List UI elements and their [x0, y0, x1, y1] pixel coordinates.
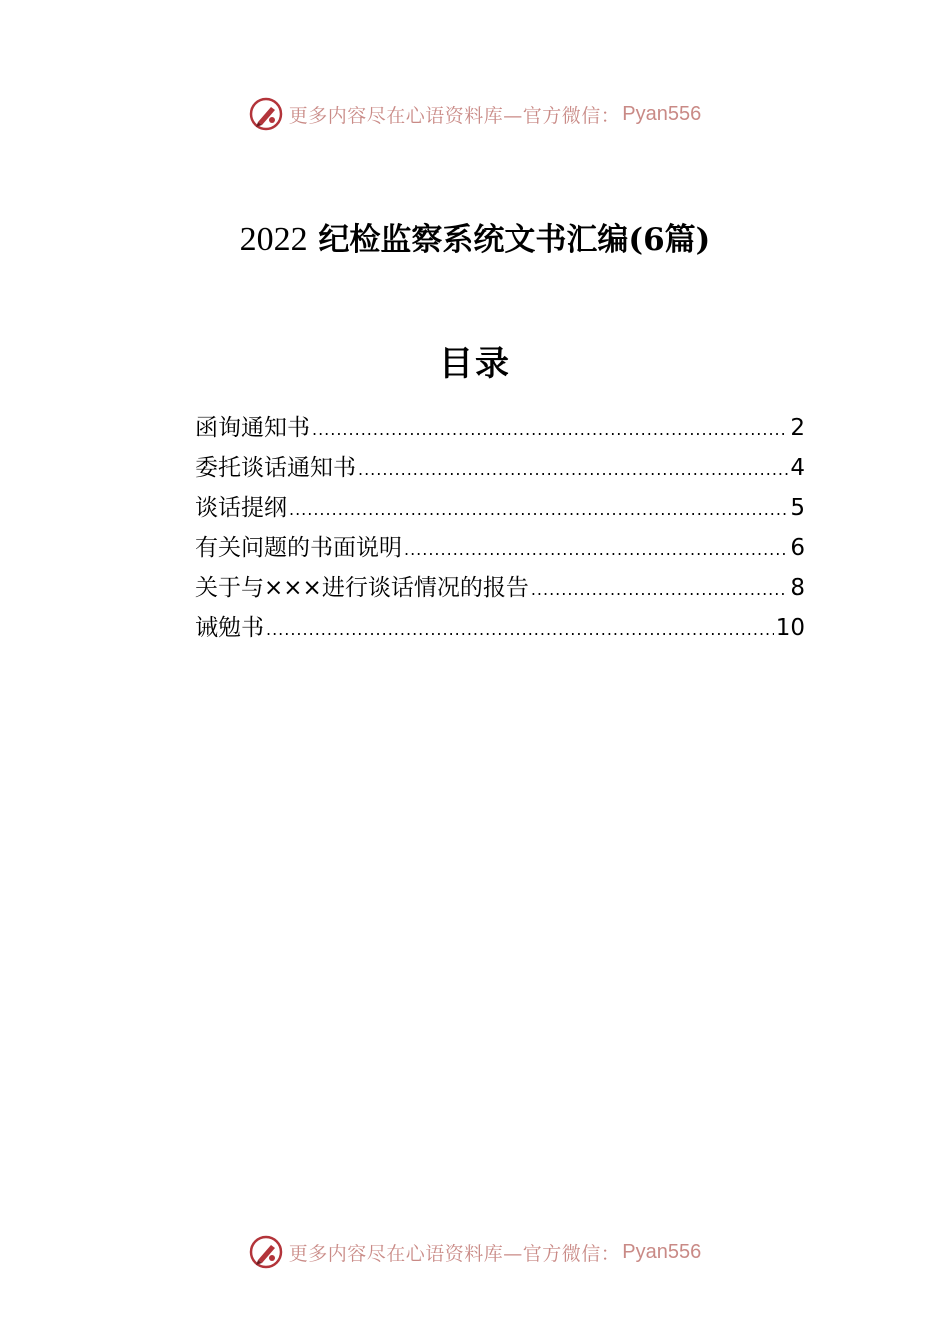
toc-entry-label: 诫勉书 — [195, 615, 264, 641]
toc-heading: 目录 — [439, 344, 511, 384]
toc-entry[interactable] — [195, 488, 805, 528]
toc-entry-page: 8 — [790, 575, 805, 601]
toc-entry-label: 关于与×××进行谈话情况的报告 — [195, 575, 529, 601]
toc-entry-label: 函询通知书 — [195, 415, 310, 441]
table-of-contents — [195, 408, 805, 648]
toc-entry[interactable] — [195, 608, 805, 648]
toc-dot-leader — [404, 530, 788, 570]
banner-wechat-id: Pyan556 — [622, 102, 702, 125]
toc-dot-leader — [289, 490, 788, 530]
banner-wechat-id: Pyan556 — [622, 1240, 702, 1263]
toc-dot-leader — [266, 610, 774, 650]
toc-dot-leader — [358, 450, 788, 490]
toc-entry-label: 有关问题的书面说明 — [195, 535, 402, 561]
header-watermark-banner — [0, 94, 950, 134]
toc-entry[interactable] — [195, 448, 805, 488]
toc-entry[interactable] — [195, 408, 805, 448]
document-title — [0, 218, 950, 262]
toc-entry-page: 4 — [790, 455, 805, 481]
banner-text: 更多内容尽在心语资料库—官方微信： — [288, 104, 621, 127]
toc-entry-page: 10 — [775, 615, 805, 641]
toc-dot-leader — [531, 570, 789, 610]
footer-watermark-banner — [0, 1232, 950, 1272]
toc-entry-label: 委托谈话通知书 — [195, 455, 356, 481]
document-title-year: 2022 — [239, 221, 308, 258]
toc-entry-page: 2 — [790, 415, 805, 441]
pen-logo-icon — [249, 97, 283, 131]
toc-entry[interactable] — [195, 568, 805, 608]
toc-entry[interactable] — [195, 528, 805, 568]
toc-dot-leader — [312, 410, 788, 450]
banner-text: 更多内容尽在心语资料库—官方微信： — [288, 1242, 621, 1265]
toc-entry-label: 谈话提纲 — [195, 495, 287, 521]
document-title-text: 纪检监察系统文书汇编(6篇) — [318, 222, 711, 258]
pen-logo-icon — [249, 1235, 283, 1269]
toc-entry-page: 6 — [790, 535, 805, 561]
toc-entry-page: 5 — [790, 495, 805, 521]
